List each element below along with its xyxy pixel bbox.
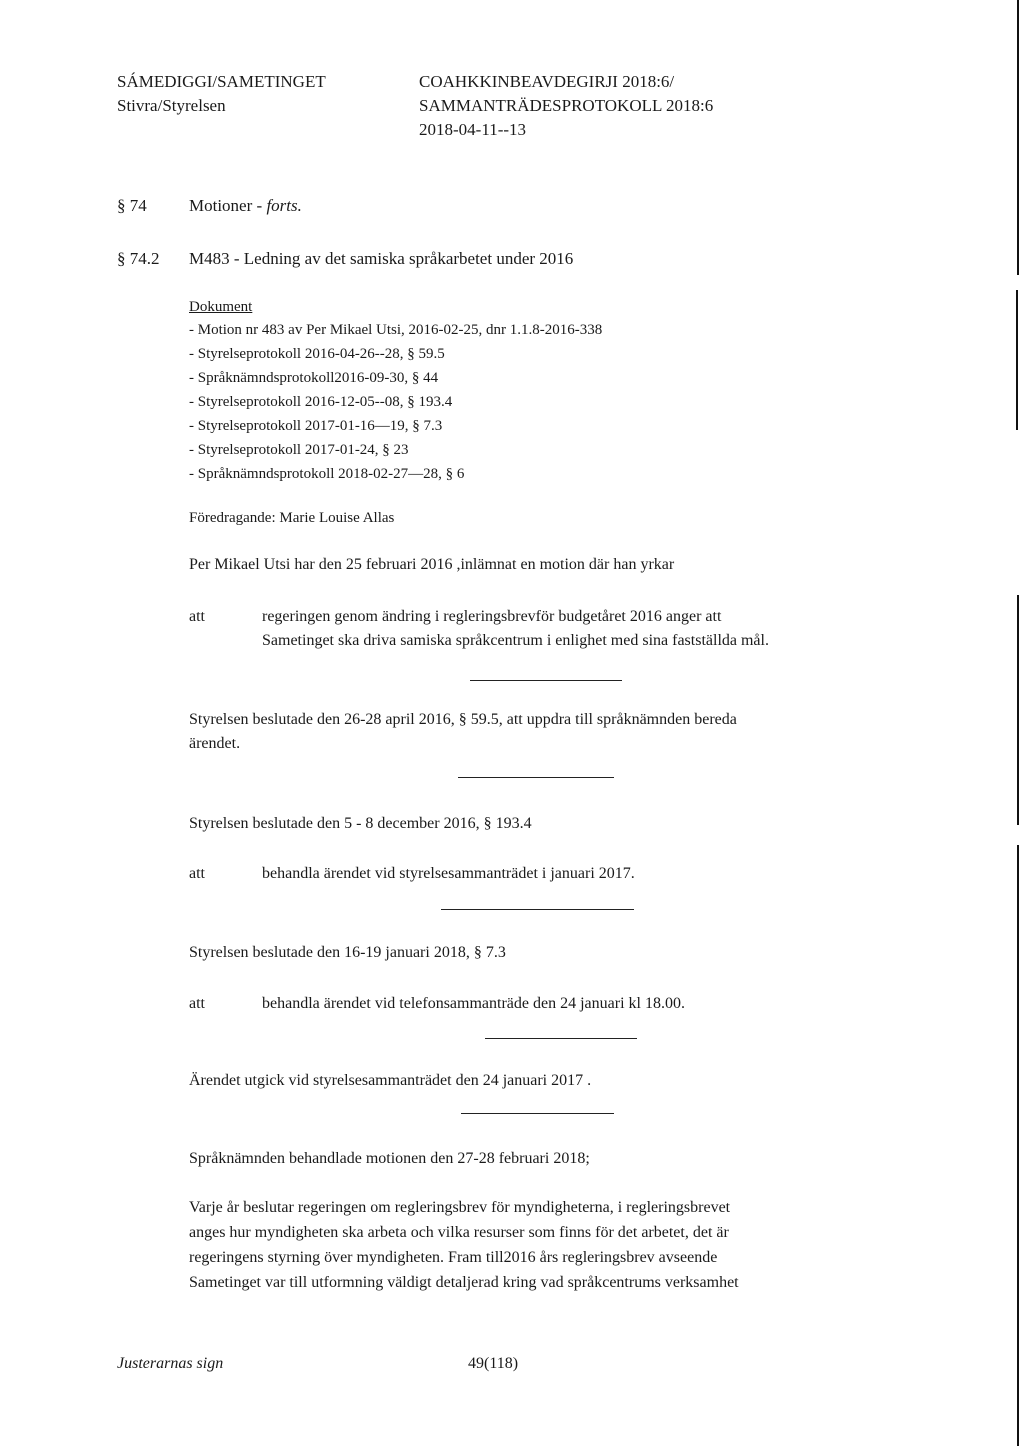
divider [470, 680, 622, 681]
signature-label: Justerarnas sign [117, 1355, 224, 1372]
scan-edge-line [1017, 595, 1019, 825]
divider [461, 1113, 614, 1114]
decision-text: behandla ärendet vid telefonsammanträde den 24 januari kl 18.00. [262, 995, 685, 1012]
section-title: Motioner - forts. [189, 196, 302, 215]
org-name-sami: SÁMEDIGGI/SAMETINGET [117, 72, 326, 91]
document-item: - Styrelseprotokoll 2017-01-16—19, § 7.3 [189, 418, 443, 434]
document-item: - Motion nr 483 av Per Mikael Utsi, 2016-02-25, dnr 1.1.8-2016-338 [189, 322, 603, 338]
decision-line: ärendet. [189, 735, 241, 752]
scan-edge-line [1017, 0, 1019, 275]
paragraph-line: Varje år beslutar regeringen om regleringsbrev för myndigheterna, i regleringsbrevet [189, 1199, 731, 1216]
paragraph-line: Sametinget var till utformning väldigt detaljerad kring vad språkcentrums verksamhet [189, 1274, 739, 1291]
document-item: - Styrelseprotokoll 2017-01-24, § 23 [189, 442, 409, 458]
subsection-number: § 74.2 [117, 249, 160, 268]
removal-note: Ärendet utgick vid styrelsesammanträdet den 24 januari 2017 . [189, 1072, 592, 1089]
paragraph-line: regeringens styrning över myndigheten. Fram till2016 års regleringsbrev avseende [189, 1249, 718, 1266]
decision-line: Styrelsen beslutade den 5 - 8 december 2016, § 193.4 [189, 815, 532, 832]
section-number: § 74 [117, 196, 147, 215]
presenter: Föredragande: Marie Louise Allas [189, 510, 395, 526]
section-title-continued: forts. [266, 196, 302, 215]
document-item: - Styrelseprotokoll 2016-12-05--08, § 193.4 [189, 394, 453, 410]
att-label: att [189, 608, 205, 625]
document-item: - Språknämndsprotokoll 2018-02-27—28, § 6 [189, 466, 465, 482]
divider [485, 1038, 637, 1039]
motion-demand-line: Sametinget ska driva samiska språkcentrum i enlighet med sina fastställda mål. [262, 632, 769, 649]
protocol-title-swedish: SAMMANTRÄDESPROTOKOLL 2018:6 [419, 96, 714, 115]
scan-edge-line [1017, 845, 1019, 1446]
att-label: att [189, 865, 205, 882]
page-number: 49(118) [468, 1355, 519, 1372]
paragraph-line: anges hur myndigheten ska arbeta och vilka resurser som finns för det arbetet, det är [189, 1224, 729, 1241]
org-name-board: Stivra/Styrelsen [117, 96, 226, 115]
scan-edge-line [1016, 290, 1018, 430]
att-label: att [189, 995, 205, 1012]
decision-text: behandla ärendet vid styrelsesammanträdet i januari 2017. [262, 865, 635, 882]
meeting-dates: 2018-04-11--13 [419, 120, 527, 139]
documents-heading: Dokument [189, 299, 253, 315]
committee-line: Språknämnden behandlade motionen den 27-28 februari 2018; [189, 1150, 590, 1167]
motion-intro: Per Mikael Utsi har den 25 februari 2016 ,inlämnat en motion där han yrkar [189, 556, 675, 573]
divider [441, 909, 634, 910]
motion-demand-line: regeringen genom ändring i regleringsbrevför budgetåret 2016 anger att [262, 608, 722, 625]
document-item: - Språknämndsprotokoll2016-09-30, § 44 [189, 370, 439, 386]
subsection-title: M483 - Ledning av det samiska språkarbetet under 2016 [189, 249, 574, 268]
decision-line: Styrelsen beslutade den 16-19 januari 2018, § 7.3 [189, 944, 506, 961]
divider [458, 777, 614, 778]
document-item: - Styrelseprotokoll 2016-04-26--28, § 59.5 [189, 346, 445, 362]
protocol-title-sami: COAHKKINBEAVDEGIRJI 2018:6/ [419, 72, 675, 91]
decision-line: Styrelsen beslutade den 26-28 april 2016, § 59.5, att uppdra till språknämnden bereda [189, 711, 737, 728]
